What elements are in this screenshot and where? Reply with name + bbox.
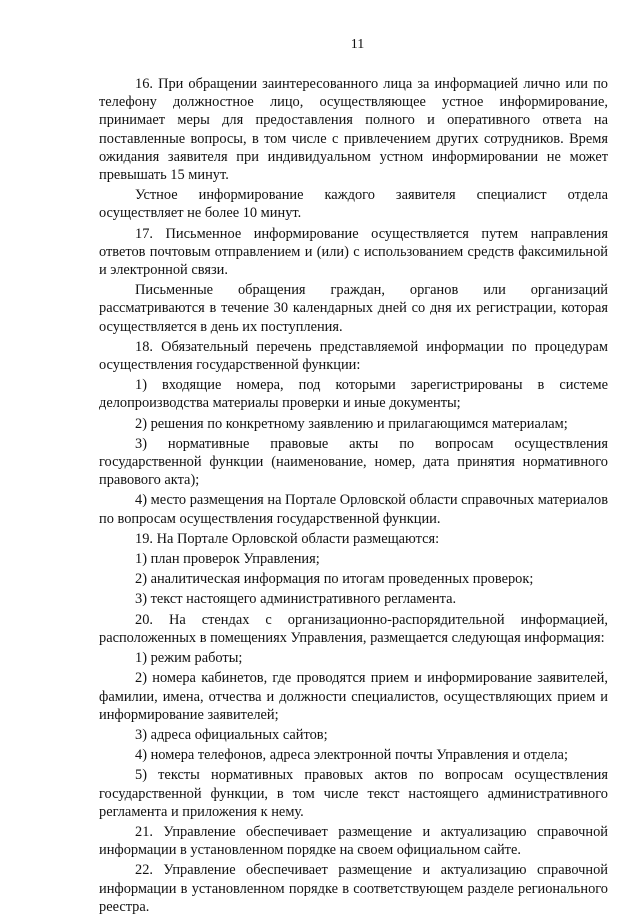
paragraph-22: 22. Управление обеспечивает размещение и актуализацию справочной информации в установленном порядке в соответствующем разделе регионального реестра.	[99, 862, 608, 915]
paragraph-17-written: Письменные обращения граждан, органов или организаций рассматриваются в течение 30 календарных дней со дня их регистрации, которая осуществляется в день их поступления.	[99, 282, 608, 335]
list-item-20-3: 3) адреса официальных сайтов;	[135, 726, 328, 743]
list-item-20-4: 4) номера телефонов, адреса электронной почты Управления и отдела;	[135, 747, 568, 764]
list-item-18-2: 2) решения по конкретному заявлению и прилагающимся материалам;	[135, 415, 568, 432]
list-item-19-1: 1) план проверок Управления;	[135, 551, 320, 568]
paragraph-16: 16. При обращении заинтересованного лица за информацией лично или по телефону должностное лицо, осуществляющее устное информирование, принимает меры для предоставления полного и оперативного ответа на поставленные вопросы, в том числе с привлечением других сотрудников. Время ожидания заявителя при индивидуальном устном информировании не может превышать 15 минут.	[99, 76, 608, 184]
list-item-18-3: 3) нормативные правовые акты по вопросам осуществления государственной функции (наименование, номер, дата принятия нормативного правового акта);	[99, 435, 608, 489]
paragraph-17: 17. Письменное информирование осуществляется путем направления ответов почтовым отправлением и (или) с использованием средств факсимильной и электронной связи.	[99, 225, 608, 279]
paragraph-19: 19. На Портале Орловской области размещаются:	[135, 530, 440, 547]
page-number: 11	[350, 37, 365, 52]
list-item-19-2: 2) аналитическая информация по итогам проведенных проверок;	[135, 571, 534, 588]
list-item-19-3: 3) текст настоящего административного регламента.	[135, 591, 457, 608]
list-item-18-1: 1) входящие номера, под которыми зарегистрированы в системе делопроизводства материалы проверки и иные документы;	[99, 377, 608, 412]
document-body	[99, 75, 608, 916]
list-item-20-2: 2) номера кабинетов, где проводятся прием и информирование заявителей, фамилии, имена, отчества и должности специалистов, осуществляющих прием и информирование заявителей;	[99, 670, 608, 723]
list-item-20-5: 5) тексты нормативных правовых актов по вопросам осуществления государственной функции, в том числе текст настоящего административного регламента и приложения к нему.	[99, 767, 608, 820]
paragraph-18: 18. Обязательный перечень представляемой информации по процедурам осуществления государственной функции:	[99, 338, 608, 374]
paragraph-16-oral: Устное информирование каждого заявителя специалист отдела осуществляет не более 10 минут.	[99, 187, 608, 222]
paragraph-21: 21. Управление обеспечивает размещение и актуализацию справочной информации в установленном порядке на своем официальном сайте.	[99, 823, 608, 859]
paragraph-20: 20. На стендах с организационно-распорядительной информацией, расположенных в помещениях Управления, размещается следующая информация:	[99, 611, 608, 646]
list-item-18-4: 4) место размещения на Портале Орловской области справочных материалов по вопросам осуществления государственной функции.	[99, 492, 608, 527]
list-item-20-1: 1) режим работы;	[135, 650, 243, 667]
